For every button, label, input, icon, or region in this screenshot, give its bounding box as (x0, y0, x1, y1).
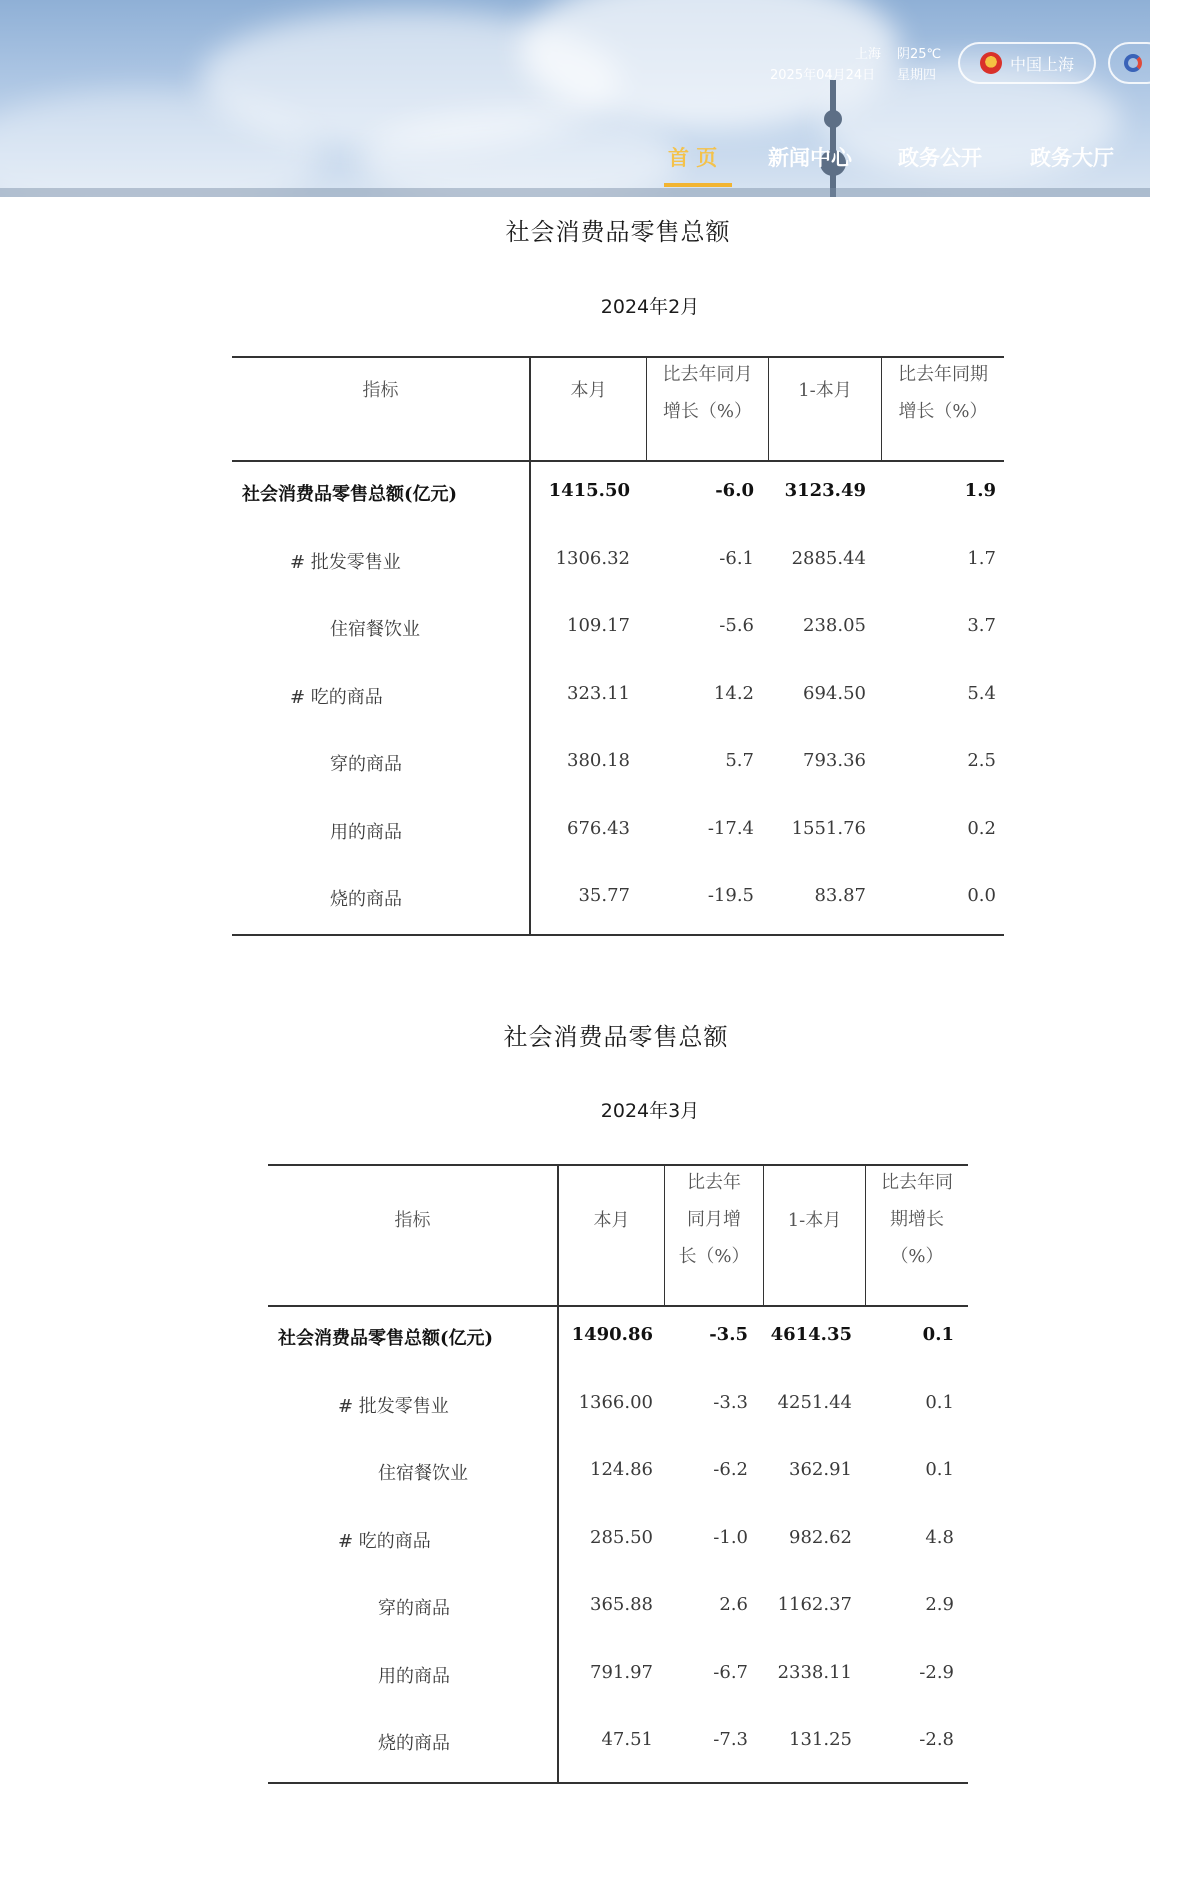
table1-title: 社会消费品零售总额 (505, 218, 731, 246)
row-current-month: 380.18 (567, 750, 630, 771)
row-year-to-date: 2885.44 (791, 547, 866, 569)
table-header-rule (268, 1305, 968, 1307)
row-yoy-ytd: 1.7 (967, 547, 996, 569)
table2-title: 社会消费品零售总额 (503, 1023, 729, 1051)
row-yoy-month: -19.5 (707, 885, 754, 906)
row-year-to-date: 131.25 (789, 1729, 852, 1750)
table1 (232, 356, 1004, 936)
row-indicator-name: 住宿餐饮业 (330, 619, 420, 640)
header-yoy-month (665, 1164, 763, 1275)
row-yoy-month: -6.0 (715, 480, 754, 501)
row-current-month: 676.43 (567, 817, 630, 839)
table2 (268, 1164, 968, 1784)
row-yoy-month: -3.3 (713, 1391, 748, 1413)
row-year-to-date: 982.62 (789, 1526, 852, 1548)
header-yoy-month-line: 比去年同月 (662, 364, 753, 385)
header-yoy-ytd (866, 1164, 968, 1275)
row-current-month: 285.50 (590, 1526, 653, 1548)
row-year-to-date: 4251.44 (777, 1391, 852, 1413)
row-yoy-ytd: 0.1 (925, 1459, 954, 1480)
row-indicator-name: # 吃的商品 (290, 686, 383, 708)
table-header-rule (232, 460, 1004, 462)
header-yoy-month (647, 356, 768, 430)
partner-logo-icon (1124, 54, 1142, 72)
header-year-to-date: 1-本月 (798, 380, 852, 401)
row-current-month: 109.17 (567, 615, 630, 636)
row-year-to-date: 4614.35 (770, 1324, 852, 1345)
header-year-to-date: 1-本月 (787, 1210, 842, 1231)
row-yoy-month: -6.2 (713, 1459, 748, 1480)
row-indicator-name: 穿的商品 (378, 1598, 450, 1619)
nav-service-hall[interactable]: 政务大厅 (1030, 146, 1114, 170)
row-current-month: 1366.00 (578, 1391, 653, 1413)
row-indicator-name: 穿的商品 (330, 754, 402, 775)
row-year-to-date: 238.05 (803, 615, 866, 636)
row-yoy-ytd: 0.1 (922, 1324, 954, 1345)
row-year-to-date: 83.87 (814, 885, 866, 906)
row-indicator-name: 烧的商品 (330, 889, 402, 910)
row-indicator-name: 社会消费品零售总额(亿元) (242, 484, 458, 505)
table-top-rule (268, 1164, 968, 1166)
row-yoy-ytd: 0.0 (967, 885, 996, 906)
row-year-to-date: 793.36 (803, 750, 866, 771)
tv-tower-graphic (830, 80, 836, 197)
row-current-month: 323.11 (567, 682, 630, 704)
row-yoy-month: -3.5 (709, 1324, 748, 1345)
header-weather: 阴25℃ (897, 47, 942, 62)
row-yoy-ytd: 0.1 (925, 1391, 954, 1413)
table-column-divider (557, 1164, 559, 1784)
row-yoy-month: -5.6 (719, 615, 754, 636)
row-indicator-name: # 批发零售业 (290, 551, 401, 573)
china-shanghai-label: 中国上海 (1009, 54, 1074, 74)
row-year-to-date: 1162.37 (777, 1594, 852, 1615)
china-shanghai-button[interactable] (958, 42, 1096, 84)
row-yoy-ytd: 5.4 (967, 682, 996, 704)
header-yoy-ytd (882, 356, 1004, 430)
header-city: 上海 (855, 47, 882, 62)
table1-period: 2024年2月 (600, 296, 700, 318)
header-yoy-ytd-line: 期增长 (890, 1209, 944, 1230)
row-yoy-month: -7.3 (713, 1729, 748, 1750)
national-emblem-icon (980, 52, 1002, 74)
row-indicator-name: 住宿餐饮业 (378, 1463, 468, 1484)
row-yoy-ytd: 4.8 (925, 1526, 954, 1548)
row-yoy-ytd: 3.7 (967, 615, 996, 636)
banner-bottom-strip (0, 188, 1150, 197)
header-current-month: 本月 (570, 380, 607, 401)
header-weekday: 星期四 (897, 68, 937, 83)
row-year-to-date: 2338.11 (777, 1661, 852, 1683)
header-yoy-month-line: 长（%） (678, 1246, 750, 1267)
row-yoy-month: 2.6 (719, 1594, 748, 1615)
row-current-month: 791.97 (590, 1661, 653, 1683)
header-yoy-ytd-line: 增长（%） (898, 401, 988, 422)
row-year-to-date: 3123.49 (784, 480, 866, 501)
header-indicator: 指标 (362, 380, 399, 401)
row-yoy-month: 14.2 (713, 682, 754, 704)
row-indicator-name: # 吃的商品 (338, 1530, 431, 1552)
header-indicator: 指标 (394, 1210, 431, 1231)
row-year-to-date: 1551.76 (791, 817, 866, 839)
partner-site-button[interactable] (1108, 42, 1168, 84)
row-yoy-ytd: 2.5 (967, 750, 996, 771)
header-yoy-month-line: 增长（%） (662, 401, 753, 422)
nav-news-center[interactable]: 新闻中心 (768, 146, 852, 170)
row-yoy-ytd: 2.9 (925, 1594, 954, 1615)
row-yoy-month: 5.7 (725, 750, 754, 771)
row-yoy-month: -1.0 (713, 1526, 748, 1548)
row-yoy-month: -17.4 (707, 817, 754, 839)
header-yoy-ytd-line: （%） (890, 1246, 944, 1267)
header-date: 2025年04月24日 (770, 68, 876, 83)
table-bottom-rule (268, 1782, 968, 1784)
header-yoy-ytd-line: 比去年同 (881, 1172, 953, 1193)
nav-government-affairs[interactable]: 政务公开 (898, 146, 982, 170)
row-indicator-name: 烧的商品 (378, 1733, 450, 1754)
row-year-to-date: 694.50 (803, 682, 866, 704)
row-current-month: 124.86 (590, 1459, 653, 1480)
tv-tower-sphere (824, 110, 842, 128)
row-yoy-ytd: -2.9 (919, 1661, 954, 1683)
table-column-divider (529, 356, 531, 936)
row-yoy-month: -6.1 (719, 547, 754, 569)
table-bottom-rule (232, 934, 1004, 936)
row-yoy-ytd: -2.8 (919, 1729, 954, 1750)
row-current-month: 47.51 (601, 1729, 653, 1750)
row-yoy-month: -6.7 (713, 1661, 748, 1683)
header-yoy-month-line: 同月增 (687, 1209, 741, 1230)
row-current-month: 365.88 (590, 1594, 653, 1615)
row-current-month: 1415.50 (548, 480, 630, 501)
row-yoy-ytd: 0.2 (967, 817, 996, 839)
row-indicator-name: 用的商品 (330, 821, 402, 843)
header-yoy-month-line: 比去年 (687, 1172, 741, 1193)
row-indicator-name: 社会消费品零售总额(亿元) (278, 1328, 494, 1349)
nav-active-indicator (664, 183, 732, 187)
header-current-month: 本月 (593, 1210, 630, 1231)
row-current-month: 1490.86 (571, 1324, 653, 1345)
row-current-month: 35.77 (578, 885, 630, 906)
table2-period: 2024年3月 (600, 1100, 700, 1122)
row-yoy-ytd: 1.9 (964, 480, 996, 501)
header-yoy-ytd-line: 比去年同期 (898, 364, 988, 385)
row-year-to-date: 362.91 (789, 1459, 852, 1480)
nav-home[interactable]: 首 页 (668, 146, 718, 170)
row-indicator-name: # 批发零售业 (338, 1395, 449, 1417)
row-indicator-name: 用的商品 (378, 1665, 450, 1687)
row-current-month: 1306.32 (555, 547, 630, 569)
